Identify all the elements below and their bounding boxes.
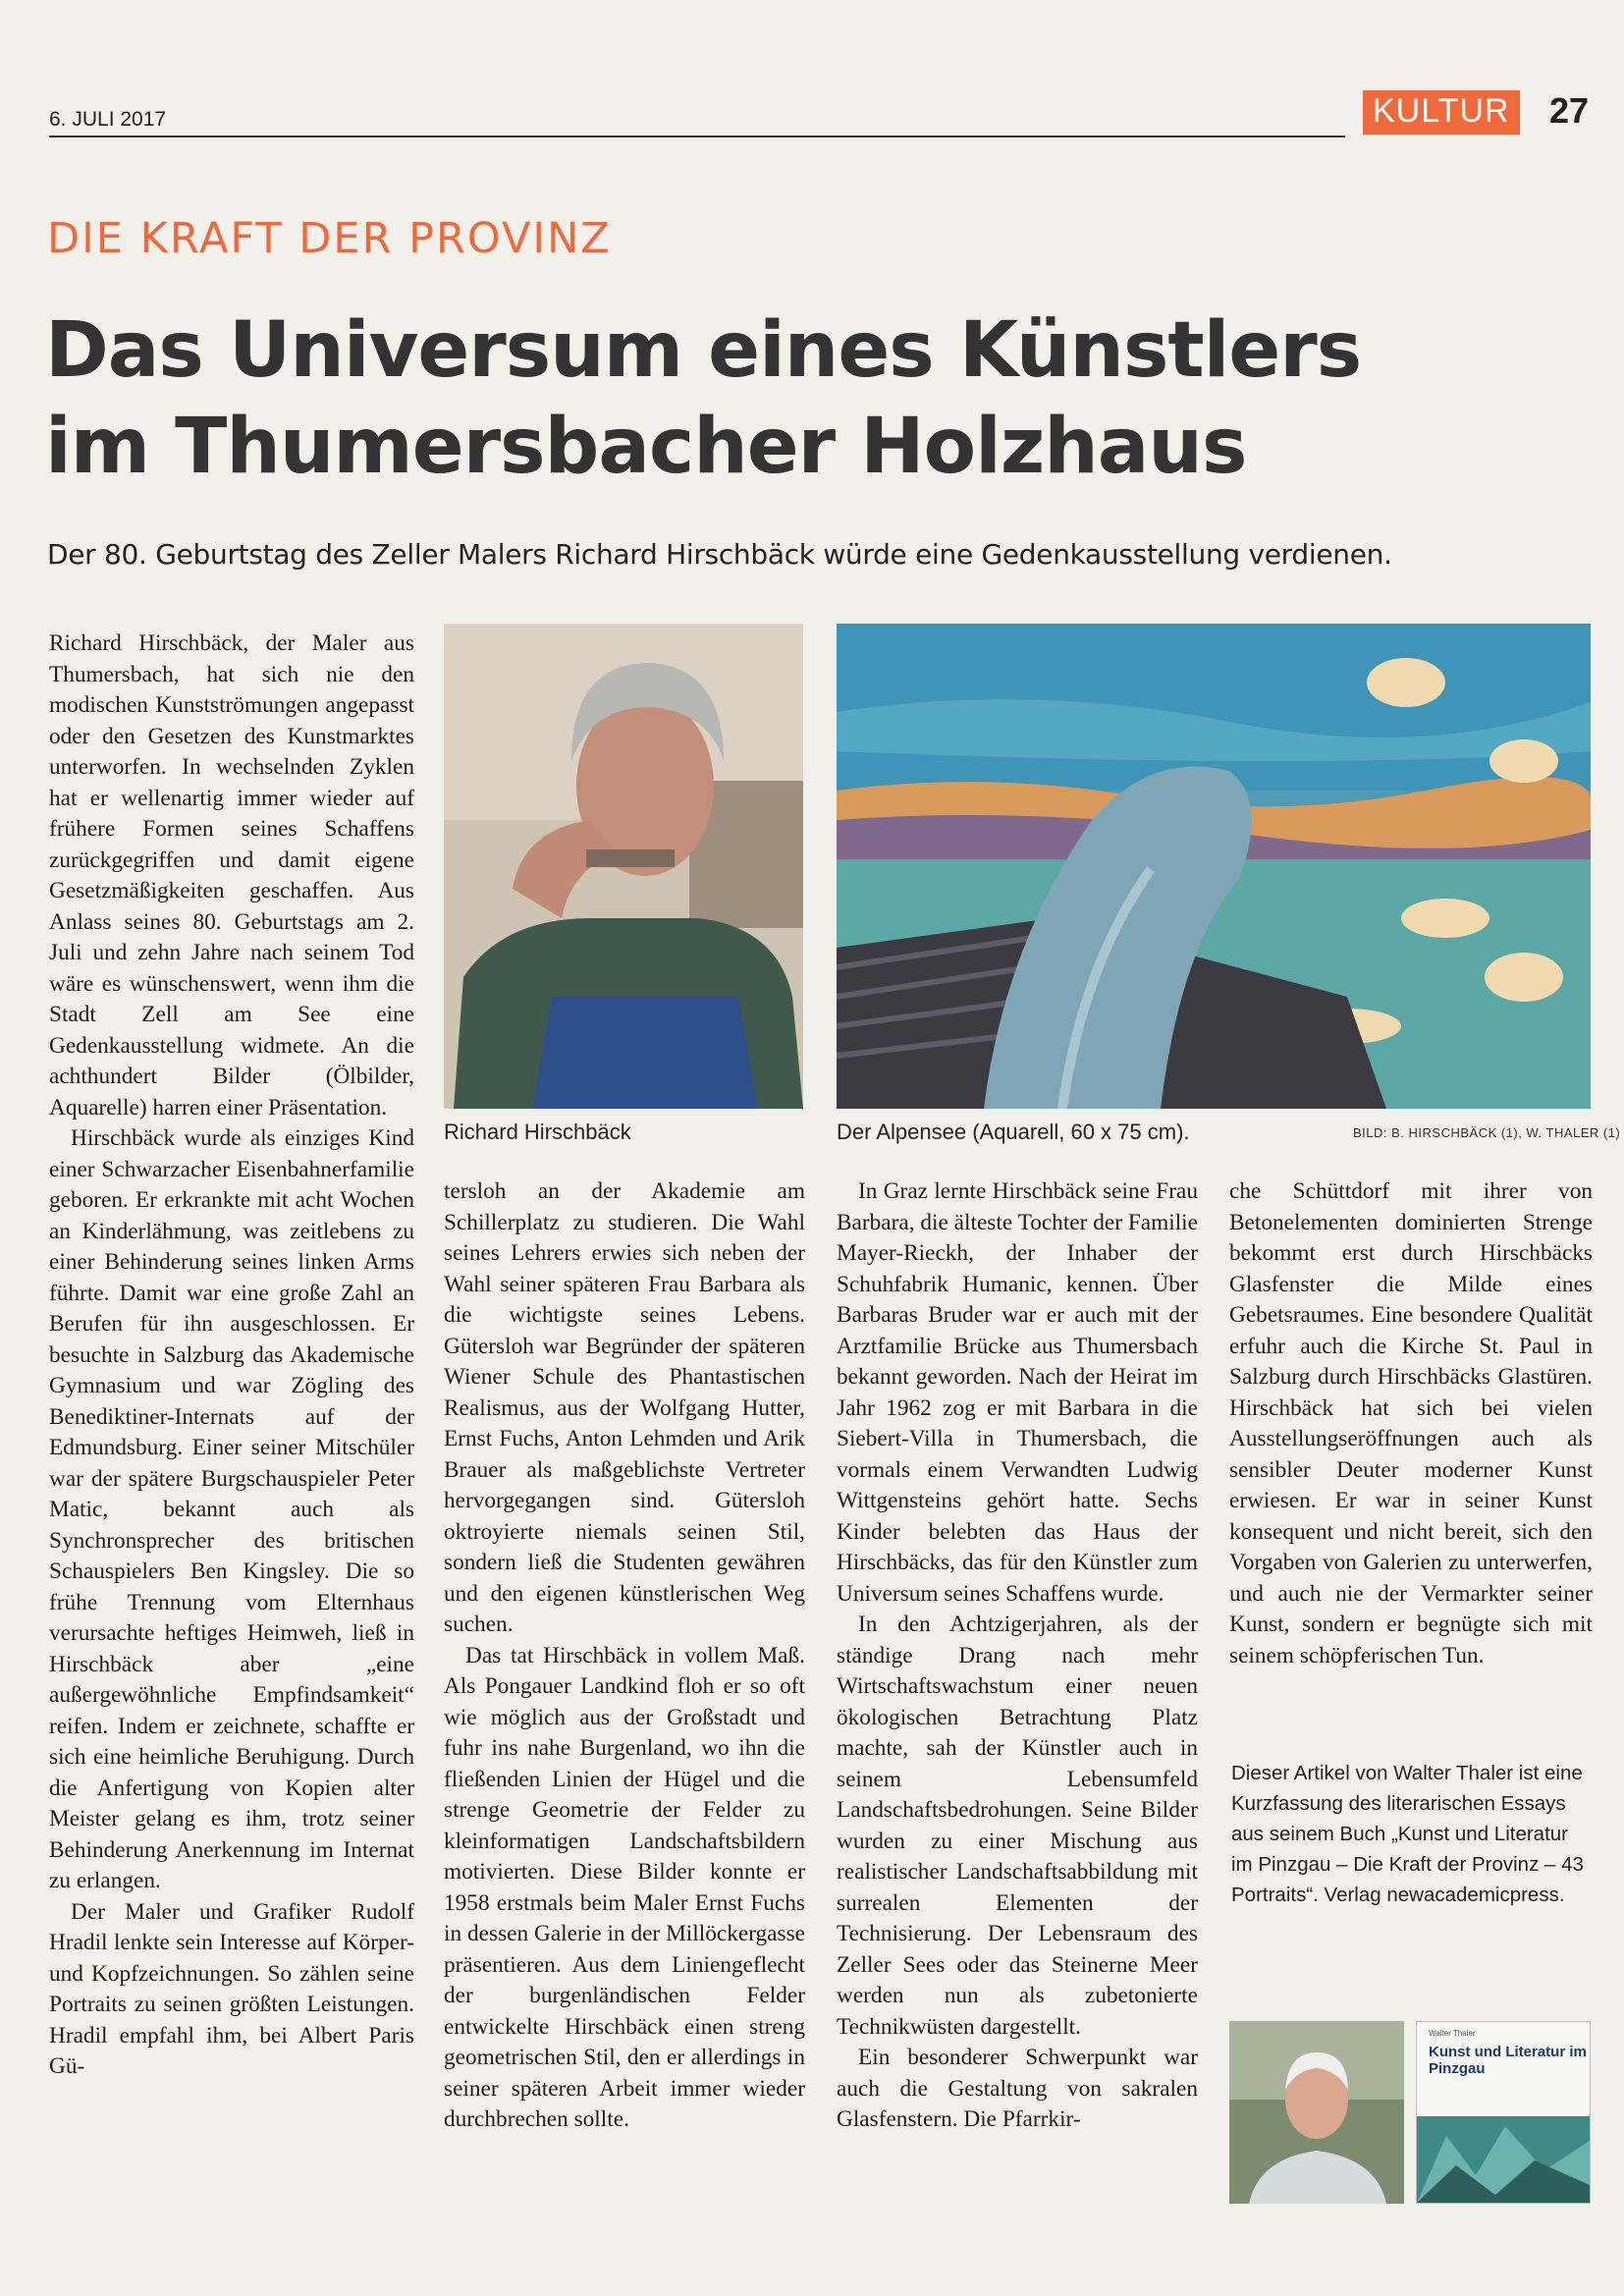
headline-line-1: Das Universum eines Künstlers — [45, 306, 1362, 395]
paragraph: Der Maler und Grafiker Rudolf Hradil lenkte sein Interesse auf Körper- und Kopfzeichnungen. So zählen seine Portraits zu seinen größten Leistungen. Hradil empfahl ihm, bei Albert Paris Gü- — [49, 1898, 414, 2079]
author-note: Dieser Artikel von Walter Thaler ist eine Kurzfassung des literarischen Essays aus seinem Buch „Kunst und Literatur im Pinzgau – Die Kraft der Provinz – 43 Portraits“. Verlag newacademicpress. — [1231, 1762, 1584, 1906]
portrait-caption: Richard Hirschbäck — [444, 1120, 631, 1144]
paragraph: Hirschbäck wurde als einziges Kind einer Schwarzacher Eisenbahnerfamilie geboren. Er erkrankte mit acht Wochen an Kinderlähmung, was zeitlebens zu einer Behinderung seines linken Arms führte. Damit war eine große Zahl an Berufen für ihn ausgeschlossen. Er besuchte in Salzburg das Akademische Gymnasium und war Zögling des Benediktiner-Internats auf der Edmundsburg. Einer seiner Mitschüler war der spätere Burgschauspieler Peter Matic, bekannt auch als Synchronsprecher des britischen Schauspielers Ben Kingsley. Die so frühe Trennung vom Elternhaus verursachte heftiges Heimweh, ließ in Hirschbäck aber „eine außergewöhnliche Empfindsamkeit“ reifen. Indem er zeichnete, schaffte er sich eine heimliche Beruhigung. Durch die Anfertigung von Kopien alter Meister gelang es ihm, trotz seiner Behinderung Anerkennung im Internat zu erlangen. — [49, 1125, 414, 1893]
painting-alpensee — [837, 624, 1591, 1109]
header-rule — [49, 136, 1345, 137]
article-deck: Der 80. Geburtstag des Zeller Malers Richard Hirschbäck würde eine Gedenkausstellung verdienen. — [47, 538, 1392, 571]
artist-portrait-photo — [444, 624, 803, 1109]
photo-credit: BILD: B. HIRSCHBÄCK (1), W. THALER (1) — [1353, 1125, 1621, 1140]
article-column-3 — [837, 1176, 1198, 2136]
author-photo — [1229, 2021, 1404, 2204]
issue-date: 6. JULI 2017 — [49, 108, 167, 131]
author-photo-illustration — [1229, 2021, 1404, 2204]
book-cover — [1416, 2021, 1591, 2204]
paragraph: In den Achtzigerjahren, als der ständige Drang nach mehr Wirtschaftswachstum einer neuen ökologischen Betrachtung Platz machte, sah der Künstler auch in seinem Lebensumfeld Landschaftsbedrohungen. Seine Bilder wurden zu einer Mischung aus realistischer Landschaftsabbildung mit surrealen Elementen der Technisierung. Der Lebensraum des Zeller Sees oder das Steinerne Meer werden nun als zubetonierte Technikwüsten dargestellt. — [837, 1612, 1198, 2040]
article-headline — [45, 302, 1577, 495]
article-column-2 — [444, 1176, 805, 2136]
painting-illustration — [837, 624, 1591, 1109]
book-cover-author: Walter Thaler — [1429, 2029, 1476, 2038]
section-tag: KULTUR — [1363, 90, 1520, 135]
article-column-4 — [1229, 1176, 1593, 1671]
paragraph: che Schüttdorf mit ihrer von Betonelementen dominierten Strenge bekommt erst durch Hirschbäcks Glasfenster die Milde eines Gebetsraumes. Eine besondere Qualität erfuhr auch die Kirche St. Paul in Salzburg durch Hirschbäcks Glastüren. Hirschbäck hat sich bei vielen Ausstellungseröffnungen auch als sensibler Deuter moderner Kunst erwiesen. Er war in seiner Kunst konsequent und nicht bereit, sich den Vorgaben von Galerien zu unterwerfen, und auch nie der Vermarkter seiner Kunst, sondern er begnügte sich mit seinem schöpferischen Tun. — [1229, 1178, 1593, 1668]
page-number: 27 — [1549, 90, 1590, 131]
book-cover-art — [1417, 2116, 1590, 2203]
paragraph: tersloh an der Akademie am Schillerplatz zu studieren. Die Wahl seines Lehrers erwies sich neben der Wahl seiner späteren Frau Barbara als die wichtigste seines Lebens. Gütersloh war Begründer der späteren Wiener Schule des Phantastischen Realismus, aus der Wolfgang Hutter, Ernst Fuchs, Anton Lehmden und Arik Brauer als maßgeblichste Vertreter hervorgegangen sind. Gütersloh oktroyierte niemals seinen Stil, sondern ließ die Studenten gewähren und den eigenen künstlerischen Weg suchen. — [444, 1178, 805, 1637]
paragraph: Richard Hirschbäck, der Maler aus Thumersbach, hat sich nie den modischen Kunstströmungen angepasst oder den Gesetzen des Kunstmarktes unterworfen. In wechselnden Zyklen hat er wellenartig immer wieder auf frühere Formen seines Schaffens zurückgegriffen und damit eigene Gesetzmäßigkeiten geschaffen. Aus Anlass seines 80. Geburtstags am 2. Juli und zehn Jahre nach seinem Tod wäre es wünschenswert, wenn ihm die Stadt Zell am See eine Gedenkausstellung widmete. An die achthundert Bilder (Ölbilder, Aquarelle) harren einer Präsentation. — [49, 630, 414, 1121]
paragraph: Ein besonderer Schwerpunkt war auch die Gestaltung von sakralen Glasfenstern. Die Pfarrkir- — [837, 2045, 1198, 2132]
painting-caption: Der Alpensee (Aquarell, 60 x 75 cm). — [837, 1120, 1190, 1144]
paragraph: Das tat Hirschbäck in vollem Maß. Als Pongauer Landkind floh er so oft wie möglich aus der Großstadt und fuhr ins nahe Burgenland, wo ihn die fließenden Linien der Hügel und die strenge Geometrie der Felder zu kleinformatigen Landschaftsbildern motivierten. Diese Bilder konnte er 1958 erstmals beim Maler Ernst Fuchs in dessen Galerie in der Millöckergasse präsentieren. Aus dem Liniengeflecht der burgenländischen Felder entwickelte Hirschbäck einen streng geometrischen Stil, den er allerdings in seiner späteren Arbeit immer wieder durchbrechen sollte. — [444, 1642, 805, 2132]
portrait-illustration — [444, 624, 803, 1109]
article-kicker: DIE KRAFT DER PROVINZ — [47, 214, 612, 263]
headline-line-2: im Thumersbacher Holzhaus — [45, 403, 1247, 491]
book-cover-title: Kunst und Literatur im Pinzgau — [1429, 2044, 1587, 2077]
article-column-1 — [49, 629, 414, 2083]
paragraph: In Graz lernte Hirschbäck seine Frau Barbara, die älteste Tochter der Familie Mayer-Rieckh, der Inhaber der Schuhfabrik Humanic, kennen. Über Barbaras Bruder war er auch mit der Arztfamilie Brücke aus Thumersbach bekannt geworden. Nach der Heirat im Jahr 1962 zog er mit Barbara in die Siebert-Villa in Thumersbach, die vormals einem Verwandten Ludwig Wittgensteins gehört hatte. Sechs Kinder belebten das Haus der Hirschbäcks, das für den Künstler zum Universum seines Schaffens wurde. — [837, 1178, 1198, 1607]
